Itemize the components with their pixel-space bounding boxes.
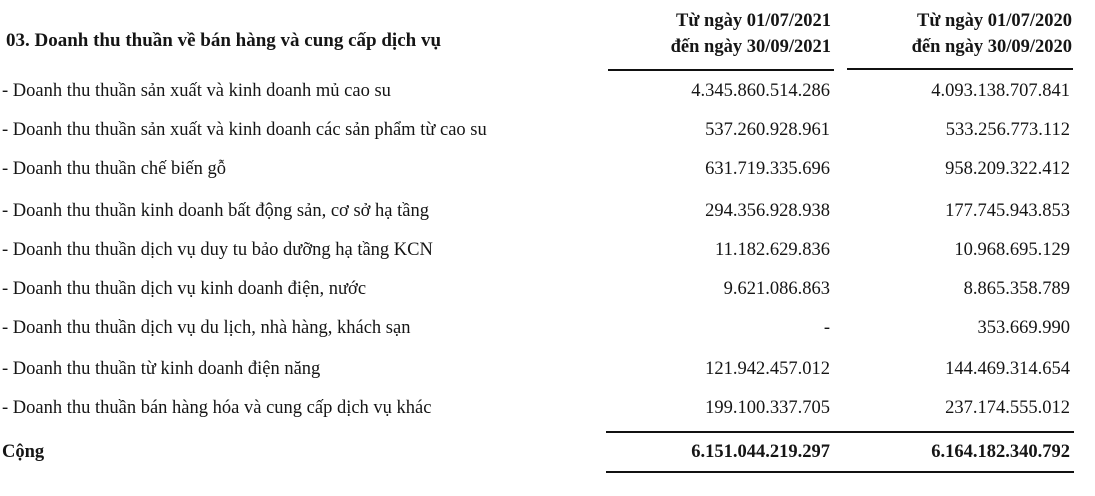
row-value-prior: 144.469.314.654 bbox=[945, 359, 1070, 379]
section-title: 03. Doanh thu thuần về bán hàng và cung cấp dịch vụ bbox=[6, 30, 442, 51]
row-label: - Doanh thu thuần sản xuất và kinh doanh mủ cao su bbox=[2, 81, 391, 101]
total-value-current: 6.151.044.219.297 bbox=[691, 442, 830, 462]
row-value-prior: 4.093.138.707.841 bbox=[931, 81, 1070, 101]
row-value-current: 4.345.860.514.286 bbox=[691, 81, 830, 101]
row-label: - Doanh thu thuần bán hàng hóa và cung cấp dịch vụ khác bbox=[2, 398, 432, 418]
total-top-rule bbox=[606, 431, 1074, 433]
row-label: - Doanh thu thuần dịch vụ kinh doanh điện, nước bbox=[2, 279, 367, 299]
total-label: Cộng bbox=[2, 442, 45, 462]
header-underline-current bbox=[608, 69, 834, 71]
column-header-line2: đến ngày 30/09/2021 bbox=[670, 37, 831, 57]
row-value-prior: 10.968.695.129 bbox=[954, 240, 1070, 260]
row-value-current: 121.942.457.012 bbox=[705, 359, 830, 379]
row-value-current: 199.100.337.705 bbox=[705, 398, 830, 418]
row-value-prior: 353.669.990 bbox=[977, 318, 1070, 338]
total-row bbox=[0, 434, 1095, 470]
table-row bbox=[0, 310, 1095, 346]
row-label: - Doanh thu thuần kinh doanh bất động sản, cơ sở hạ tầng bbox=[2, 201, 429, 221]
row-value-prior: 533.256.773.112 bbox=[945, 120, 1070, 140]
row-value-current: - bbox=[823, 318, 830, 338]
row-value-prior: 237.174.555.012 bbox=[945, 398, 1070, 418]
table-row bbox=[0, 390, 1095, 426]
row-value-prior: 8.865.358.789 bbox=[963, 279, 1070, 299]
row-label: - Doanh thu thuần chế biến gỗ bbox=[2, 159, 226, 179]
table-row bbox=[0, 73, 1095, 109]
column-header-line1: Từ ngày 01/07/2021 bbox=[675, 11, 831, 31]
row-value-prior: 958.209.322.412 bbox=[945, 159, 1070, 179]
header-underline-prior bbox=[847, 68, 1073, 70]
column-header-line1: Từ ngày 01/07/2020 bbox=[916, 11, 1072, 31]
row-label: - Doanh thu thuần sản xuất và kinh doanh các sản phẩm từ cao su bbox=[2, 120, 487, 140]
table-row bbox=[0, 271, 1095, 307]
row-value-current: 631.719.335.696 bbox=[705, 159, 830, 179]
table-row bbox=[0, 351, 1095, 387]
row-value-current: 9.621.086.863 bbox=[723, 279, 830, 299]
column-header-current-period bbox=[631, 8, 831, 60]
row-value-current: 11.182.629.836 bbox=[715, 240, 830, 260]
column-header-line2: đến ngày 30/09/2020 bbox=[911, 37, 1072, 57]
table-row bbox=[0, 193, 1095, 229]
column-header-prior-period bbox=[872, 8, 1072, 60]
table-row bbox=[0, 151, 1095, 187]
total-value-prior: 6.164.182.340.792 bbox=[931, 442, 1070, 462]
row-value-prior: 177.745.943.853 bbox=[945, 201, 1070, 221]
table-row bbox=[0, 112, 1095, 148]
total-bottom-rule bbox=[606, 471, 1074, 473]
row-value-current: 537.260.928.961 bbox=[705, 120, 830, 140]
table-row bbox=[0, 232, 1095, 268]
row-label: - Doanh thu thuần dịch vụ duy tu bảo dưỡng hạ tầng KCN bbox=[2, 240, 433, 260]
row-label: - Doanh thu thuần từ kinh doanh điện năng bbox=[2, 359, 321, 379]
row-value-current: 294.356.928.938 bbox=[705, 201, 830, 221]
row-label: - Doanh thu thuần dịch vụ du lịch, nhà hàng, khách sạn bbox=[2, 318, 411, 338]
